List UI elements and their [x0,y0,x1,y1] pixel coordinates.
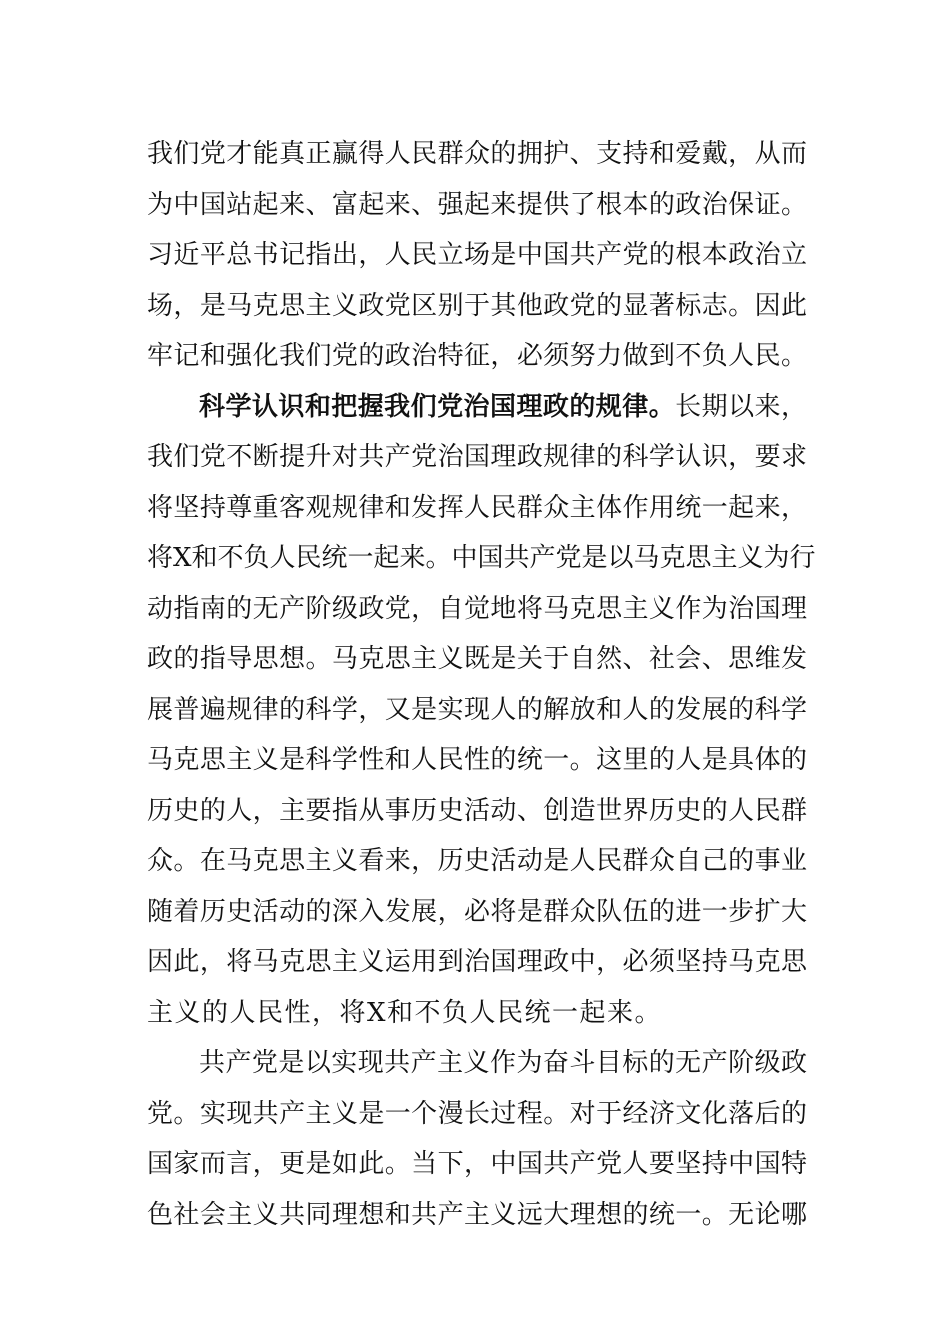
text-line: 色社会主义共同理想和共产主义远大理想的统一。无论哪 [147,1199,807,1230]
text-line [147,382,807,433]
text-line: 将坚持尊重客观规律和发挥人民群众主体作用统一起来， [147,492,807,523]
text-run: 长期以来， [675,391,807,422]
text-line: 为中国站起来、富起来、强起来提供了根本的政治保证。 [147,189,807,220]
paragraph-1 [147,129,807,382]
text-line: 我们党才能真正赢得人民群众的拥护、支持和爱戴，从而 [147,139,807,169]
text-line: 因此，将马克思主义运用到治国理政中，必须坚持马克思 [147,947,807,977]
text-line: 习近平总书记指出，人民立场是中国共产党的根本政治立 [147,240,807,270]
text-line: 党。实现共产主义是一个漫长过程。对于经济文化落后的 [147,1098,807,1129]
text-line: 政的指导思想。马克思主义既是关于自然、社会、思维发 [147,644,807,674]
text-line: 国家而言，更是如此。当下，中国共产党人要坚持中国特 [147,1149,807,1179]
paragraph-2 [147,382,816,1039]
text-line: 共产党是以实现共产主义作为奋斗目标的无产阶级政 [199,1048,807,1078]
text-line: 随着历史活动的深入发展，必将是群众队伍的进一步扩大 [147,896,807,927]
text-line: 众。在马克思主义看来，历史活动是人民群众自己的事业 [147,846,807,876]
text-line: 动指南的无产阶级政党，自觉地将马克思主义作为治国理 [147,593,807,624]
document-body [147,129,816,1240]
text-line: 历史的人，主要指从事历史活动、创造世界历史的人民群 [147,795,807,826]
text-line: 牢记和强化我们党的政治特征，必须努力做到不负人民。 [147,341,807,371]
text-line: 场，是马克思主义政党区别于其他政党的显著标志。因此 [147,290,807,321]
text-line: 展普遍规律的科学，又是实现人的解放和人的发展的科学 [147,694,807,725]
text-line: 马克思主义是科学性和人民性的统一。这里的人是具体的 [147,745,807,775]
paragraph-heading: 科学认识和把握我们党治国理政的规律。 [199,391,676,422]
paragraph-3 [147,1038,807,1240]
text-line: 我们党不断提升对共产党治国理政规律的科学认识，要求 [147,442,807,472]
text-line: 将X和不负人民统一起来。中国共产党是以马克思主义为行 [147,543,816,573]
text-line: 主义的人民性，将X和不负人民统一起来。 [147,997,663,1028]
